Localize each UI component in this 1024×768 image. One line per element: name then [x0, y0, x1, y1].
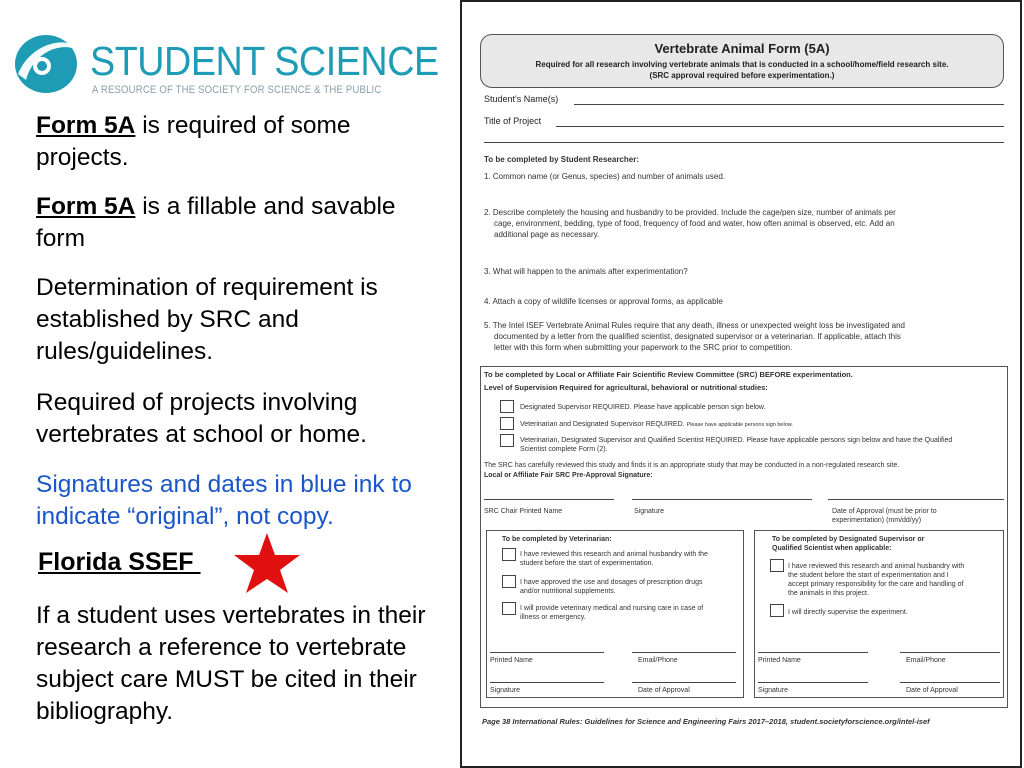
signature-line	[632, 499, 812, 500]
vet-checkbox[interactable]	[502, 575, 516, 588]
date-approval-line: Date of Approval (must be prior to	[832, 508, 937, 515]
question-5-line: 5. The Intel ISEF Vertebrate Animal Rules require that any death, illness or unexpected weight loss be investigated and	[484, 321, 905, 330]
project-title-label: Title of Project	[484, 116, 542, 126]
option-1-label: Designated Supervisor REQUIRED. Please have applicable person sign below.	[520, 404, 766, 411]
signature-line	[758, 652, 868, 653]
ds-option-line: the animals in this project.	[788, 590, 869, 597]
signature-label: Signature	[758, 687, 788, 694]
option-checkbox[interactable]	[500, 434, 514, 447]
supervision-heading: Level of Supervision Required for agricultural, behavioral or nutritional studies:	[484, 383, 768, 392]
bullet-blue-ink: Signatures and dates in blue ink to indicate “original”, not copy.	[36, 471, 412, 530]
vertebrate-animal-form-image	[460, 0, 1022, 768]
signature-label: Signature	[490, 687, 520, 694]
ds-option-line: I have reviewed this research and animal husbandry with	[788, 563, 965, 570]
ds-option-line: the student before the start of experimentation and I	[788, 572, 949, 579]
bullet-bibliography: If a student uses vertebrates in their research a reference to vertebrate subject care MUST be cited in their bibliography.	[36, 602, 426, 725]
designated-supervisor-heading	[772, 535, 924, 553]
project-title-line	[556, 126, 1004, 127]
form-subtitle	[481, 59, 1003, 81]
student-name-label: Student's Name(s)	[484, 94, 559, 104]
question-3: 3. What will happen to the animals after experimentation?	[484, 267, 688, 276]
src-review-text: The SRC has carefully reviewed this study and finds it is an appropriate study that may be conducted in a non-regulated research site.	[484, 462, 900, 469]
vet-option-line: I have reviewed this research and animal husbandry with the	[520, 551, 708, 558]
printed-name-label: Printed Name	[490, 657, 533, 664]
vet-checkbox[interactable]	[502, 602, 516, 615]
date-approval-label	[832, 507, 937, 525]
florida-ssef-heading: Florida SSEF	[38, 548, 201, 576]
vet-option-line: illness or emergency.	[520, 614, 586, 621]
signature-line	[828, 499, 1004, 500]
ds-heading-line: Qualified Scientist when applicable:	[772, 545, 892, 552]
email-phone-label: Email/Phone	[906, 657, 946, 664]
question-5-line: letter with this form when submitting your paperwork to the SRC prior to competition.	[494, 343, 793, 352]
ds-heading-line: To be completed by Designated Supervisor or	[772, 536, 925, 543]
signature-line	[900, 652, 1000, 653]
option-2-label	[520, 420, 793, 430]
veterinarian-heading: To be completed by Veterinarian:	[502, 536, 612, 543]
vet-checkbox[interactable]	[502, 548, 516, 561]
question-5	[484, 320, 905, 353]
bullet-form5a-fillable	[36, 191, 446, 255]
bullet-form5a-required	[36, 110, 446, 174]
bullet-text: is a fillable and savable form	[36, 193, 396, 252]
student-name-line	[574, 104, 1004, 105]
form-title: Vertebrate Animal Form (5A)	[654, 41, 830, 56]
vet-option-line: student before the start of experimentation.	[520, 560, 654, 567]
question-2-line: additional page as necessary.	[494, 230, 600, 239]
form-footer: Page 38 International Rules: Guidelines for Science and Engineering Fairs 2017–2018, student.societyforscience.org/intel-isef	[482, 717, 930, 726]
signature-line	[758, 682, 868, 683]
question-2-line: cage, environment, bedding, type of food, frequency of food and water, how often animal is observed, etc. Add an	[494, 219, 895, 228]
project-title-line2	[484, 142, 1004, 143]
signature-line	[490, 682, 604, 683]
signature-line	[490, 652, 604, 653]
student-science-logo-icon	[12, 30, 80, 96]
ds-option-line: accept primary responsibility for the care and handling of	[788, 581, 964, 588]
date-of-approval-label: Date of Approval	[638, 687, 690, 694]
form5a-link[interactable]: Form 5A	[36, 112, 136, 139]
ds-option-2: I will directly supervise the experiment.	[788, 609, 908, 616]
question-2	[484, 207, 896, 240]
bullet-text: is required of some projects.	[36, 112, 351, 171]
bullet-vertebrates: Required of projects involving vertebrates at school or home.	[36, 389, 367, 448]
ds-checkbox[interactable]	[770, 559, 784, 572]
form5a-link[interactable]: Form 5A	[36, 193, 136, 220]
question-5-line: documented by a letter from the qualified scientist, designated supervisor or a veterinarian. If applicable, attach this	[494, 332, 901, 341]
student-science-logo	[12, 28, 439, 102]
brand-tagline: A RESOURCE OF THE SOCIETY FOR SCIENCE & THE PUBLIC	[92, 84, 382, 96]
option-checkbox[interactable]	[500, 400, 514, 413]
option-2-text: Veterinarian and Designated Supervisor REQUIRED.	[520, 421, 685, 428]
signature-line	[484, 499, 614, 500]
ds-option-1	[788, 562, 964, 598]
ds-checkbox[interactable]	[770, 604, 784, 617]
vet-option-2	[520, 578, 703, 596]
option-2-note: Please have applicable persons sign below.	[686, 422, 793, 428]
vet-option-1	[520, 550, 708, 568]
brand-name: STUDENT SCIENCE	[90, 38, 439, 84]
question-1: 1. Common name (or Genus, species) and number of animals used.	[484, 172, 726, 181]
form-subtitle-line2: (SRC approval required before experimentation.)	[649, 71, 835, 80]
form-title-box	[480, 34, 1004, 88]
signature-label: Signature	[634, 508, 664, 515]
vet-option-line: I have approved the use and dosages of prescription drugs	[520, 579, 703, 586]
date-of-approval-label: Date of Approval	[906, 687, 958, 694]
option-3-line: Scientist complete Form (2).	[520, 446, 608, 453]
star-icon	[232, 532, 302, 594]
vet-option-line: and/or nutritional supplements.	[520, 588, 616, 595]
option-3-line: Veterinarian, Designated Supervisor and Qualified Scientist REQUIRED. Please have applicable persons sign below and have the Qualified	[520, 437, 953, 444]
option-3-label	[520, 436, 952, 454]
signature-line	[632, 682, 736, 683]
bullet-determination: Determination of requirement is established by SRC and rules/guidelines.	[36, 274, 378, 365]
form-subtitle-line1: Required for all research involving vertebrate animals that is conducted in a school/home/field research site.	[535, 60, 949, 69]
printed-name-label: Printed Name	[758, 657, 801, 664]
src-chair-label: SRC Chair Printed Name	[484, 508, 563, 515]
src-heading: To be completed by Local or Affiliate Fair Scientific Review Committee (SRC) BEFORE experimentation.	[484, 370, 853, 379]
option-checkbox[interactable]	[500, 417, 514, 430]
vet-option-line: I will provide veterinary medical and nursing care in case of	[520, 605, 704, 612]
preapproval-label: Local or Affiliate Fair SRC Pre-Approval Signature:	[484, 472, 653, 479]
email-phone-label: Email/Phone	[638, 657, 678, 664]
vet-option-3	[520, 604, 703, 622]
researcher-heading: To be completed by Student Researcher:	[484, 155, 639, 164]
signature-line	[900, 682, 1000, 683]
question-4: 4. Attach a copy of wildlife licenses or approval forms, as applicable	[484, 297, 723, 306]
signature-line	[632, 652, 736, 653]
question-2-line: 2. Describe completely the housing and husbandry to be provided. Include the cage/pen size, number of animals per	[484, 208, 896, 217]
date-approval-line: experimentation) (mm/dd/yy)	[832, 517, 922, 524]
